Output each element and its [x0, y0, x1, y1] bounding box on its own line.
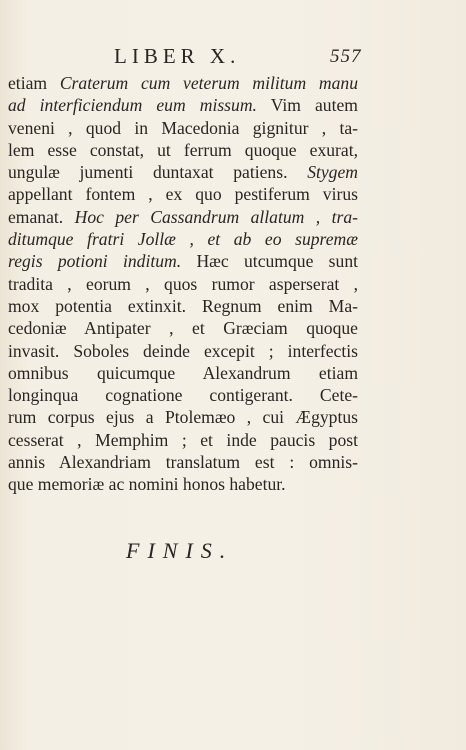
text-segment: ungulæ jumenti duntaxat patiens. — [8, 162, 308, 183]
text-line — [8, 451, 358, 473]
text-segment: Vim autem — [256, 95, 358, 116]
italic-segment: Hoc per Cassandrum allatum , tra- — [74, 206, 359, 227]
italic-segment: ditumque fratri Jollæ , et ab eo supremæ — [8, 229, 358, 250]
page-header — [0, 44, 466, 72]
text-line — [8, 406, 358, 428]
text-line — [8, 206, 358, 228]
text-segment: cesserat , Memphim ; et inde paucis post — [8, 429, 358, 450]
text-line — [8, 362, 358, 384]
text-line — [8, 340, 358, 362]
italic-segment: Craterum cum veterum militum manu — [59, 73, 358, 93]
text-line — [8, 250, 358, 272]
text-segment: appellant fontem , ex quo pestiferum virus — [8, 184, 358, 205]
text-segment: que memoriæ ac nomini honos habetur. — [8, 474, 286, 495]
text-segment: omnibus quicumque Alexandrum etiam — [8, 362, 358, 383]
page-number: 557 — [330, 46, 362, 67]
text-line — [8, 94, 358, 116]
running-title: LIBER X. — [114, 44, 241, 68]
text-line — [8, 317, 358, 339]
body-text — [8, 72, 358, 496]
text-segment: lem esse constat, ut ferrum quoque exurat, — [8, 139, 358, 160]
text-line — [8, 139, 358, 161]
text-segment: longinqua cognatione contigerant. Cete- — [8, 385, 358, 406]
italic-segment: ad interficiendum eum missum. — [8, 95, 257, 116]
text-segment: tradita , eorum , quos rumor asperserat , — [8, 273, 358, 294]
italic-segment: Stygem — [307, 162, 358, 183]
text-segment: annis Alexandriam translatum est : omnis- — [8, 452, 358, 473]
text-line — [8, 72, 358, 94]
text-segment: veneni , quod in Macedonia gignitur , ta- — [8, 117, 358, 138]
text-segment: invasit. Soboles deinde excepit ; interfectis — [8, 340, 358, 361]
text-line — [8, 473, 358, 495]
text-segment: rum corpus ejus a Ptolemæo , cui Ægyptus — [8, 407, 358, 428]
text-line — [8, 183, 358, 205]
text-line — [8, 273, 358, 295]
text-line — [8, 384, 358, 406]
text-line — [8, 161, 358, 183]
italic-segment: regis potioni inditum. — [8, 251, 182, 272]
text-line — [8, 117, 358, 139]
text-line — [8, 429, 358, 451]
text-line — [8, 295, 358, 317]
text-segment: mox potentia extinxit. Regnum enim Ma- — [8, 295, 358, 316]
text-line — [8, 228, 358, 250]
finis-text: FINIS. — [126, 538, 234, 563]
text-segment: emanat. — [8, 206, 75, 227]
text-segment: cedoniæ Antipater , et Græciam quoque — [8, 318, 358, 339]
text-segment: etiam — [8, 73, 60, 93]
text-segment: Hæc utcumque sunt — [181, 251, 359, 272]
